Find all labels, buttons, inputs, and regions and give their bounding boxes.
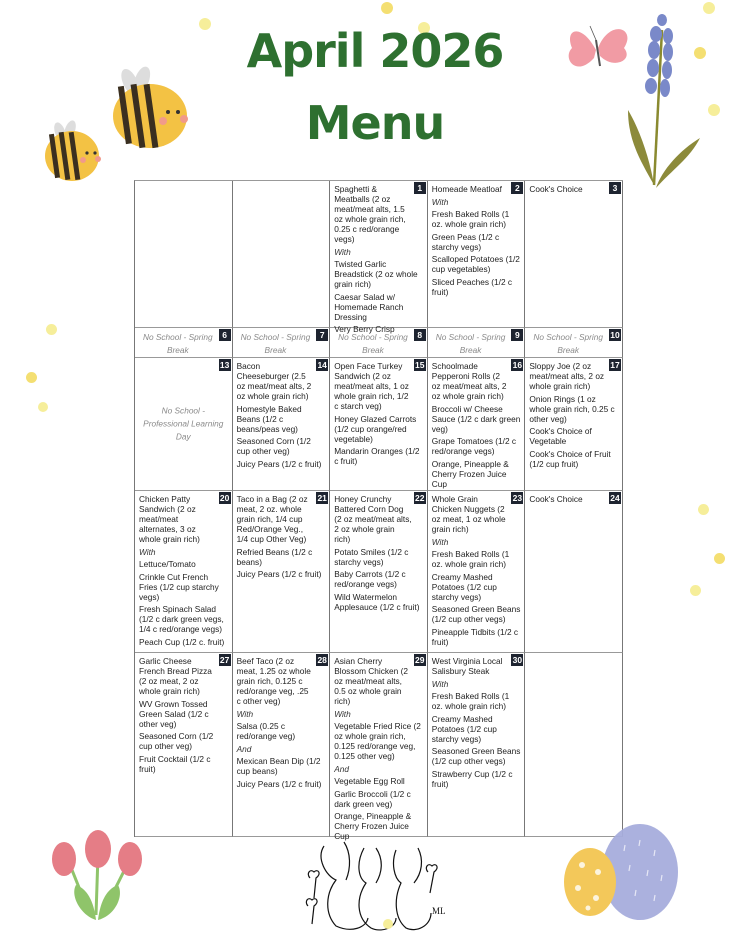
menu-item: Grape Tomatoes (1/2 c red/orange vegs) [431, 436, 517, 456]
day-number-badge: 23 [512, 493, 523, 503]
menu-item: Very Berry Crisp [334, 324, 395, 334]
calendar-week-3 [135, 358, 623, 491]
menu-item: Cook's Choice of Vegetable [529, 426, 592, 446]
calendar-day-27 [135, 653, 233, 837]
day-number-badge: 17 [610, 360, 620, 370]
day-number-badge: 10 [610, 330, 620, 340]
decorative-dot [26, 372, 37, 383]
menu-connector: With [431, 196, 449, 207]
menu-item: Seasoned Green Beans (1/2 cup other vegs) [431, 604, 521, 624]
menu-item: Crinkle Cut French Fries (1/2 cup starchy vegs) [139, 571, 219, 602]
calendar-day-9 [428, 328, 526, 358]
calendar-day-29 [330, 653, 428, 841]
calendar-day-15 [330, 358, 428, 491]
menu-item: Orange, Pineapple & Cherry Frozen Juice Cup [334, 811, 412, 841]
menu-item: Refried Beans (1/2 c beans) [236, 546, 313, 567]
menu-item: Fresh Baked Rolls (1 oz. whole grain rich) [431, 209, 510, 229]
menu-item: Seasoned Corn (1/2 cup other veg) [236, 436, 311, 456]
menu-item: Salsa (0.25 c red/orange veg) [236, 721, 296, 741]
no-school-note: No School - Spring Break [240, 332, 311, 355]
menu-item: Asian Cherry Blossom Chicken (2 oz meat/meat alts, 0.5 oz whole grain rich) [334, 656, 408, 706]
menu-item: Vegetable Fried Rice (2 oz whole grain rich, 0.125 red/orange veg, 0.125 other veg) [334, 721, 421, 761]
menu-connector: And [236, 743, 252, 754]
menu-item: Cook's Choice [529, 184, 583, 194]
easter-eggs-icon [560, 820, 685, 925]
menu-connector: With [431, 536, 449, 547]
day-number-badge: 24 [610, 493, 620, 503]
menu-connector: With [334, 708, 351, 719]
svg-text:ML: ML [432, 906, 446, 916]
menu-calendar [134, 180, 623, 841]
calendar-day-28 [233, 653, 331, 837]
menu-item: Whole Grain Chicken Nuggets (2 oz meat, 1 oz whole grain rich) [431, 494, 506, 534]
calendar-week-5 [135, 653, 623, 841]
day-number-badge: 30 [512, 655, 523, 665]
tulips-icon [40, 825, 155, 930]
menu-item: Homeade Meatloaf [431, 184, 502, 194]
menu-item: Homestyle Baked Beans (1/2 c beans/peas veg) [236, 403, 302, 434]
day-number-badge: 6 [219, 329, 231, 341]
menu-item: West Virginia Local Salisbury Steak [431, 656, 503, 676]
day-number-badge: 28 [317, 655, 327, 665]
menu-item: Fresh Spinach Salad (1/2 c dark green vegs, 1/4 c red/orange vegs) [139, 604, 224, 634]
decorative-dot [46, 324, 57, 335]
calendar-day-14 [233, 358, 331, 491]
no-school-note: No School - Spring Break [142, 332, 213, 355]
menu-connector: And [334, 763, 349, 774]
menu-item: Juicy Pears (1/2 c fruit) [236, 569, 322, 579]
menu-item: Seasoned Green Beans (1/2 cup other vegs) [431, 746, 521, 766]
decorative-dot [690, 585, 701, 596]
menu-connector: With [431, 678, 449, 689]
calendar-day-empty [233, 181, 331, 328]
menu-item: Strawberry Cup (1/2 c fruit) [431, 768, 513, 789]
no-school-note: No School - Professional Learning Day [143, 405, 224, 442]
menu-item: Sliced Peaches (1/2 c fruit) [431, 276, 513, 297]
menu-item: Creamy Mashed Potatoes (1/2 cup starchy vegs) [431, 713, 497, 744]
menu-item: Beef Taco (2 oz meat, 1.25 oz whole grain rich, 0.125 c red/orange veg, .25 c other veg) [236, 656, 311, 706]
menu-item: Green Peas (1/2 c starchy vegs) [431, 231, 500, 252]
day-number-badge: 1 [414, 182, 426, 194]
no-school-note: No School - Spring Break [338, 332, 408, 355]
decorative-dot [698, 504, 709, 515]
day-number-badge: 29 [415, 655, 425, 665]
menu-item: Schoolmade Pepperoni Rolls (2 oz meat/meat alts, 2 oz whole grain rich) [431, 361, 507, 401]
menu-item: Cook's Choice [529, 494, 583, 504]
calendar-day-13 [135, 358, 233, 491]
day-number-badge: 16 [512, 360, 523, 370]
menu-item: Garlic Broccoli (1/2 c dark green veg) [334, 788, 411, 809]
menu-item: Garlic Cheese French Bread Pizza (2 oz meat, 2 oz whole grain rich) [139, 656, 212, 696]
hyacinth-flower-icon [620, 10, 710, 190]
menu-connector: With [139, 546, 156, 557]
menu-item: Chicken Patty Sandwich (2 oz meat/meat alternates, 3 oz whole grain rich) [139, 494, 200, 544]
menu-item: Mandarin Oranges (1/2 c fruit) [334, 446, 420, 466]
day-number-badge: 8 [414, 329, 426, 341]
menu-item: Lettuce/Tomato [139, 559, 196, 569]
calendar-day-10 [525, 328, 623, 358]
menu-item: Wild Watermelon Applesauce (1/2 c fruit) [334, 591, 420, 612]
calendar-day-16 [428, 358, 526, 491]
bunnies-icon [296, 838, 446, 938]
no-school-note: No School - Spring Break [435, 332, 506, 355]
menu-item: Creamy Mashed Potatoes (1/2 cup starchy vegs) [431, 571, 497, 602]
day-number-badge: 27 [219, 655, 230, 665]
menu-item: Vegetable Egg Roll [334, 776, 405, 786]
menu-item: Baby Carrots (1/2 c red/orange vegs) [334, 569, 406, 589]
page-title-menu: Menu [305, 96, 445, 150]
calendar-day-20 [135, 491, 233, 653]
decorative-dot [381, 2, 393, 14]
calendar-day-6 [135, 328, 233, 358]
menu-item: Cook's Choice of Fruit (1/2 cup fruit) [529, 448, 611, 469]
day-number-badge: 3 [609, 182, 621, 194]
calendar-day-2 [428, 181, 526, 328]
menu-item: Seasoned Corn (1/2 cup other veg) [139, 731, 214, 751]
calendar-day-23 [428, 491, 526, 653]
menu-item: Potato Smiles (1/2 c starchy vegs) [334, 546, 409, 567]
calendar-day-7 [233, 328, 331, 358]
menu-item: Sloppy Joe (2 oz meat/meat alts, 2 oz whole grain rich) [529, 361, 605, 391]
menu-item: Onion Rings (1 oz whole grain rich, 0.25 c other veg) [529, 393, 615, 424]
day-number-badge: 15 [415, 360, 425, 370]
calendar-day-1 [330, 181, 428, 334]
menu-item: Twisted Garlic Breadstick (2 oz whole grain rich) [334, 259, 418, 289]
day-number-badge: 22 [415, 493, 425, 503]
menu-item: Juicy Pears (1/2 c fruit) [236, 778, 322, 789]
calendar-day-8 [330, 328, 428, 358]
menu-item: Fresh Baked Rolls (1 oz. whole grain rich) [431, 691, 510, 711]
menu-item: Open Face Turkey Sandwich (2 oz meat/meat alts, 1 oz whole grain rich, 1/2 c starch veg) [334, 361, 409, 411]
calendar-day-30 [428, 653, 526, 837]
page-title-month: April 2026 [246, 24, 504, 78]
menu-item: Broccoli w/ Cheese Sauce (1/2 c dark green veg) [431, 403, 521, 434]
day-number-badge: 2 [511, 182, 523, 194]
day-number-badge: 9 [511, 329, 523, 341]
menu-item: Scalloped Potatoes (1/2 cup vegetables) [431, 254, 520, 274]
menu-item: Honey Glazed Carrots (1/2 cup orange/red vegetable) [334, 413, 417, 444]
menu-item: Bacon Cheeseburger (2.5 oz meat/meat alts, 2 oz whole grain rich) [236, 361, 312, 401]
calendar-week-2 [135, 328, 623, 358]
calendar-week-1 [135, 181, 623, 334]
day-number-badge: 14 [317, 360, 327, 370]
day-number-badge: 7 [316, 329, 328, 341]
menu-item: Mexican Bean Dip (1/2 cup beans) [236, 756, 321, 776]
menu-item: WV Grown Tossed Green Salad (1/2 c other veg) [139, 698, 209, 729]
menu-connector: With [334, 246, 351, 257]
calendar-day-empty [525, 653, 623, 837]
menu-connector: With [236, 708, 254, 719]
day-number-badge: 20 [219, 493, 230, 503]
menu-item: Pineapple Tidbits (1/2 c fruit) [431, 626, 519, 647]
calendar-day-empty [135, 181, 233, 328]
menu-item: Honey Crunchy Battered Corn Dog (2 oz meat/meat alts, 2 oz whole grain rich) [334, 494, 412, 544]
menu-item: Peach Cup (1/2 c. fruit) [139, 636, 225, 647]
menu-item: Fruit Cocktail (1/2 c fruit) [139, 753, 211, 774]
decorative-dot [714, 553, 725, 564]
calendar-day-24 [525, 491, 623, 653]
menu-item: Juicy Pears (1/2 c fruit) [236, 458, 322, 469]
day-number-badge: 13 [219, 360, 230, 370]
day-number-badge: 21 [317, 493, 327, 503]
menu-item: Taco in a Bag (2 oz meat, 2 oz. whole grain rich, 1/4 cup Red/Orange Veg., 1/4 cup Other Veg) [236, 494, 308, 544]
calendar-day-3 [525, 181, 623, 328]
menu-item: Caesar Salad w/ Homemade Ranch Dressing [334, 291, 404, 322]
menu-item: Fresh Baked Rolls (1 oz. whole grain rich) [431, 549, 510, 569]
menu-item: Spaghetti & Meatballs (2 oz meat/meat alts, 1.5 oz whole grain rich, 0.25 c red/orange vegs) [334, 184, 406, 244]
no-school-note: No School - Spring Break [533, 332, 603, 355]
calendar-day-17 [525, 358, 623, 491]
menu-item: Orange, Pineapple & Cherry Frozen Juice Cup [431, 458, 509, 489]
calendar-day-21 [233, 491, 331, 653]
calendar-day-22 [330, 491, 428, 653]
calendar-week-4 [135, 491, 623, 653]
bees-icon [40, 60, 190, 190]
decorative-dot [38, 402, 48, 412]
